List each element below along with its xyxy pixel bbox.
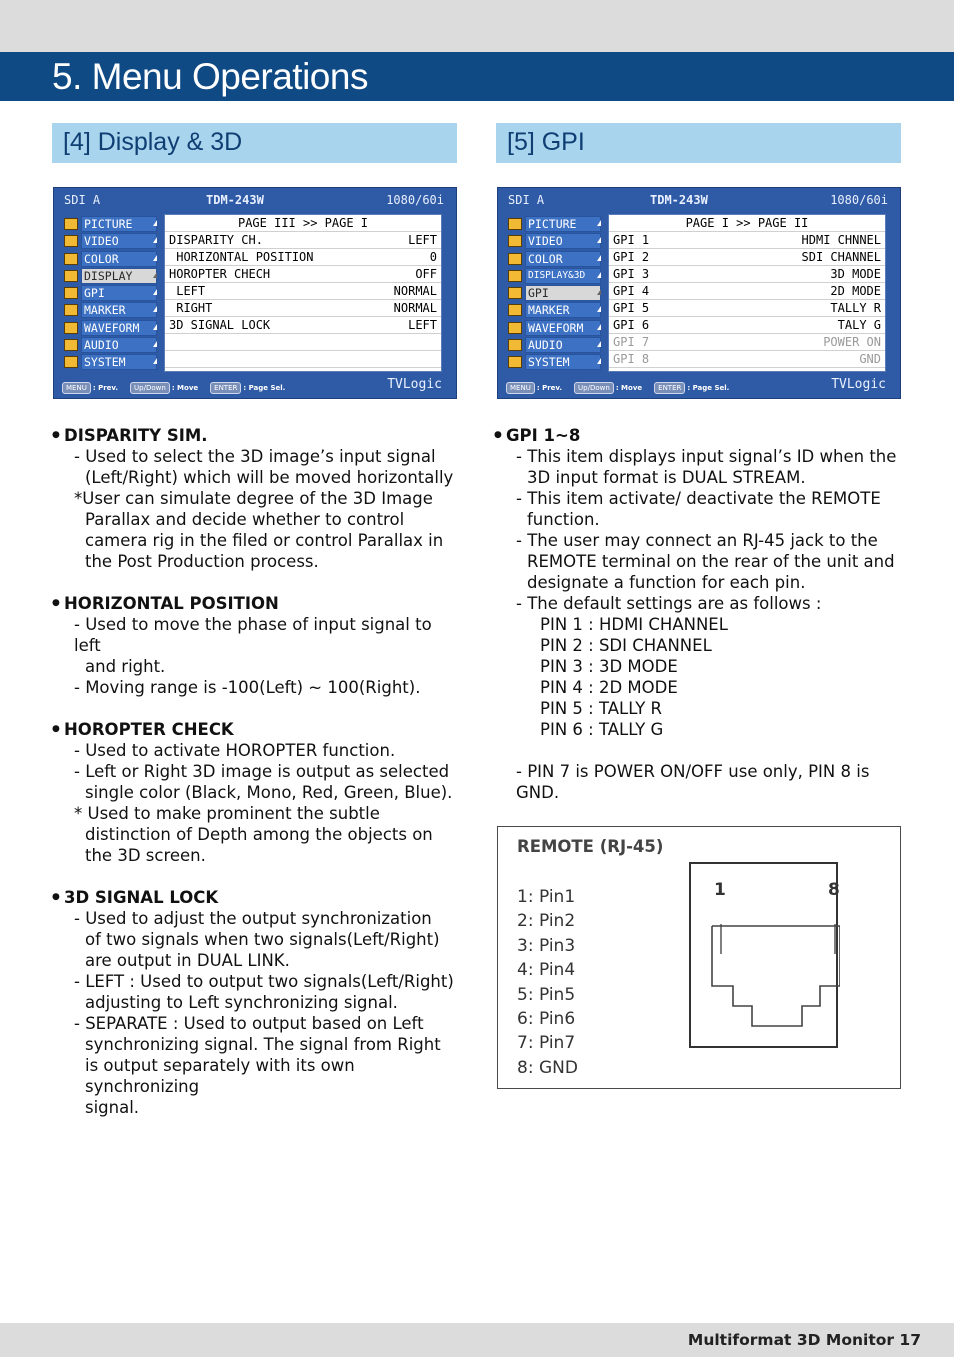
menu-item-arrow-icon	[597, 306, 601, 312]
menu-item-label: MARKER	[81, 302, 157, 318]
osd-key-guide	[506, 382, 729, 394]
menu-item-label: COLOR	[81, 251, 157, 267]
menu-item-arrow-icon	[597, 289, 601, 295]
pin-entry: 6: Pin6	[517, 1009, 576, 1030]
osd-menu-item	[506, 268, 604, 285]
updown-key: Up/Down	[574, 382, 614, 394]
menu-item-arrow-icon	[153, 324, 157, 330]
menu-item-icon	[508, 339, 522, 351]
osd-menu-item	[62, 251, 160, 268]
status-model: TDM-243W	[206, 193, 264, 207]
setting-value: LEFT	[408, 233, 437, 247]
enter-key-text: : Page Sel.	[687, 384, 730, 392]
item-line	[494, 740, 904, 761]
menu-item-icon	[508, 304, 522, 316]
menu-item-arrow-icon	[597, 255, 601, 261]
menu-item-icon	[64, 287, 78, 299]
menu-key: MENU	[506, 382, 535, 394]
footer-bar	[0, 1323, 954, 1357]
menu-item-icon	[64, 253, 78, 265]
menu-item-icon	[508, 218, 522, 230]
menu-item-label: PICTURE	[525, 216, 601, 232]
settings-row	[609, 249, 885, 266]
spacer	[52, 866, 457, 887]
settings-row	[165, 232, 441, 249]
setting-name: GPI 2	[613, 250, 650, 264]
osd-menu-item	[62, 337, 160, 354]
footer-text: Multiformat 3D Monitor 17	[687, 1331, 921, 1349]
menu-item-label: GPI	[525, 285, 601, 301]
menu-key: MENU	[62, 382, 91, 394]
osd-menu-item	[506, 251, 604, 268]
menu-item-label: DISPLAY	[81, 268, 157, 284]
menu-item-icon	[64, 339, 78, 351]
item-line: (Left/Right) which will be moved horizontally	[85, 468, 454, 487]
menu-item-icon	[508, 253, 522, 265]
setting-value: 2D MODE	[830, 284, 881, 298]
settings-row	[165, 249, 441, 266]
item-line: REMOTE terminal on the rear of the unit and	[527, 552, 895, 571]
setting-name: GPI 1	[613, 233, 650, 247]
osd-menu-item	[62, 233, 160, 250]
settings-row	[165, 266, 441, 283]
item-line: the Post Production process.	[85, 552, 319, 571]
setting-value: LEFT	[408, 318, 437, 332]
setting-value: SDI CHANNEL	[801, 250, 881, 264]
remote-title: REMOTE (RJ-45)	[517, 837, 664, 856]
rj45-jack-diagram	[689, 862, 838, 1048]
setting-value: TALY G	[837, 318, 881, 332]
settings-row	[165, 334, 441, 351]
osd-screenshot-gpi	[497, 187, 901, 399]
pin-entry: 2: Pin2	[517, 911, 576, 932]
pin-list	[517, 885, 578, 1080]
setting-name: GPI 3	[613, 267, 650, 281]
menu-item-label: AUDIO	[525, 337, 601, 353]
enter-key: ENTER	[654, 382, 685, 394]
menu-item-label: PICTURE	[81, 216, 157, 232]
menu-item-arrow-icon	[597, 324, 601, 330]
pin-entry: 1: Pin1	[517, 887, 576, 907]
item-line: single color (Black, Mono, Red, Green, Blue).	[85, 783, 453, 802]
settings-row	[609, 317, 885, 334]
menu-item-icon	[64, 235, 78, 247]
osd-menu	[62, 216, 160, 372]
item-heading: ● 3D SIGNAL LOCK	[52, 887, 457, 908]
spacer	[52, 698, 457, 719]
pin-label-first: 1	[714, 880, 726, 900]
settings-row	[609, 232, 885, 249]
settings-row	[609, 283, 885, 300]
setting-name: LEFT	[169, 284, 206, 298]
page-title: 5. Menu Operations	[52, 56, 368, 97]
spacer	[52, 572, 457, 593]
osd-menu-item	[506, 337, 604, 354]
item-line: PIN 2 : SDI CHANNEL	[540, 636, 712, 655]
menu-item-icon	[508, 322, 522, 334]
item-line: * Used to make prominent the subtle	[74, 804, 380, 823]
enter-key: ENTER	[210, 382, 241, 394]
top-band	[0, 0, 954, 52]
item-line: - This item activate/ deactivate the REMOTE	[516, 489, 881, 508]
osd-screenshot-display	[53, 187, 457, 399]
brand-logo: TVLogic	[387, 377, 442, 392]
settings-row	[609, 266, 885, 283]
section-title: [5] GPI	[507, 128, 585, 156]
setting-value: POWER ON	[823, 335, 881, 349]
status-model: TDM-243W	[650, 193, 708, 207]
osd-menu-item	[506, 320, 604, 337]
status-input: SDI A	[64, 193, 101, 207]
menu-item-icon	[508, 356, 522, 368]
osd-menu-item	[506, 233, 604, 250]
item-line: adjusting to Left synchronizing signal.	[85, 993, 398, 1012]
setting-value: HDMI CHNNEL	[801, 233, 881, 247]
pin-entry: 4: Pin4	[517, 960, 576, 981]
setting-name: GPI 4	[613, 284, 650, 298]
menu-item-arrow-icon	[153, 272, 157, 278]
setting-name: HOROPTER CHECH	[169, 267, 271, 281]
menu-item-arrow-icon	[153, 306, 157, 312]
updown-key-text: : Move	[615, 384, 643, 392]
menu-item-arrow-icon	[597, 341, 601, 347]
brand-logo: TVLogic	[831, 377, 886, 392]
item-line: function.	[527, 510, 600, 529]
menu-item-label: MARKER	[525, 302, 601, 318]
menu-item-arrow-icon	[597, 358, 601, 364]
item-line: - Used to move the phase of input signal to left	[74, 615, 432, 655]
item-line: - Used to select the 3D image’s input signal	[74, 447, 436, 466]
menu-key-text: : Prev.	[536, 384, 563, 392]
osd-settings-panel	[164, 214, 442, 372]
item-line: are output in DUAL LINK.	[85, 951, 290, 970]
item-line: and right.	[85, 657, 166, 676]
item-line: *User can simulate degree of the 3D Image	[74, 489, 433, 508]
item-line: - This item displays input signal’s ID when the	[516, 447, 897, 466]
settings-row	[609, 300, 885, 317]
item-line: - PIN 7 is POWER ON/OFF use only, PIN 8 is GND.	[516, 762, 870, 802]
setting-name: GPI 8	[613, 352, 650, 366]
item-line: signal.	[85, 1098, 140, 1117]
item-line: - The user may connect an RJ-45 jack to the	[516, 531, 878, 550]
menu-item-arrow-icon	[153, 237, 157, 243]
menu-item-arrow-icon	[597, 237, 601, 243]
osd-settings-panel	[608, 214, 886, 372]
osd-menu-item	[62, 320, 160, 337]
setting-name: GPI 6	[613, 318, 650, 332]
osd-menu-item	[62, 268, 160, 285]
pin-entry: 7: Pin7	[517, 1033, 576, 1054]
item-line: PIN 4 : 2D MODE	[540, 678, 678, 697]
menu-item-label: VIDEO	[81, 233, 157, 249]
item-line: is output separately with its own synchronizing	[85, 1056, 355, 1096]
setting-value: 3D MODE	[830, 267, 881, 281]
osd-key-guide	[62, 382, 285, 394]
menu-item-label: COLOR	[525, 251, 601, 267]
menu-item-icon	[64, 356, 78, 368]
setting-value: OFF	[415, 267, 437, 281]
settings-row	[165, 283, 441, 300]
item-line: synchronizing signal. The signal from Right	[85, 1035, 441, 1054]
setting-value: 0	[429, 250, 437, 264]
item-line: distinction of Depth among the objects on	[85, 825, 433, 844]
item-line: - Moving range is -100(Left) ~ 100(Right).	[74, 678, 421, 697]
page-header: PAGE III >> PAGE I	[165, 215, 441, 232]
item-line: - SEPARATE : Used to output based on Left	[74, 1014, 424, 1033]
status-format: 1080/60i	[830, 193, 888, 207]
enter-key-text: : Page Sel.	[243, 384, 286, 392]
remote-rj45-box	[497, 826, 901, 1089]
menu-item-label: VIDEO	[525, 233, 601, 249]
page-header: PAGE I >> PAGE II	[609, 215, 885, 232]
item-line: of two signals when two signals(Left/Right)	[85, 930, 440, 949]
item-line: PIN 5 : TALLY R	[540, 699, 663, 718]
setting-name: HORIZONTAL POSITION	[169, 250, 314, 264]
status-input: SDI A	[508, 193, 545, 207]
menu-item-label: SYSTEM	[525, 354, 601, 370]
setting-value: GND	[859, 352, 881, 366]
menu-item-label: SYSTEM	[81, 354, 157, 370]
osd-menu-item	[62, 354, 160, 371]
menu-item-arrow-icon	[597, 272, 601, 278]
menu-item-icon	[64, 218, 78, 230]
osd-menu-item	[506, 354, 604, 371]
menu-item-label: DISPLAY&3D	[525, 268, 601, 284]
setting-name: GPI 5	[613, 301, 650, 315]
item-line: 3D input format is DUAL STREAM.	[527, 468, 806, 487]
settings-row	[165, 300, 441, 317]
menu-item-arrow-icon	[153, 358, 157, 364]
setting-name: DISPARITY CH.	[169, 233, 263, 247]
setting-name: GPI 7	[613, 335, 650, 349]
pin-label-last: 8	[828, 880, 840, 900]
section-header-gpi	[496, 123, 901, 163]
menu-item-arrow-icon	[153, 255, 157, 261]
gpi-descriptions	[494, 425, 904, 803]
pin-entry: 5: Pin5	[517, 984, 576, 1005]
item-line: the 3D screen.	[85, 846, 206, 865]
menu-item-icon	[64, 270, 78, 282]
menu-item-label: WAVEFORM	[81, 320, 157, 336]
setting-value: TALLY R	[830, 301, 881, 315]
menu-item-icon	[64, 322, 78, 334]
item-line: - Used to adjust the output synchronization	[74, 909, 432, 928]
menu-item-arrow-icon	[153, 289, 157, 295]
item-heading: ● GPI 1~8	[494, 425, 904, 446]
item-line: PIN 3 : 3D MODE	[540, 657, 678, 676]
menu-item-icon	[508, 287, 522, 299]
menu-item-icon	[508, 235, 522, 247]
setting-value: NORMAL	[393, 284, 437, 298]
title-bar	[0, 52, 954, 101]
menu-item-arrow-icon	[153, 220, 157, 226]
item-line: - Used to activate HOROPTER function.	[74, 741, 396, 760]
menu-item-icon	[508, 270, 522, 282]
menu-item-icon	[64, 304, 78, 316]
item-line: Parallax and decide whether to control	[85, 510, 405, 529]
settings-row	[165, 351, 441, 368]
item-heading: ● HORIZONTAL POSITION	[52, 593, 457, 614]
setting-value: NORMAL	[393, 301, 437, 315]
setting-name: RIGHT	[169, 301, 213, 315]
osd-menu-item	[506, 302, 604, 319]
item-line: - Left or Right 3D image is output as selected	[74, 762, 450, 781]
osd-menu-item	[62, 285, 160, 302]
item-line: camera rig in the filed or control Parallax in	[85, 531, 444, 550]
updown-key-text: : Move	[171, 384, 199, 392]
osd-menu	[506, 216, 604, 372]
item-line: PIN 6 : TALLY G	[540, 720, 664, 739]
pin-entry: 3: Pin3	[517, 935, 576, 956]
settings-row	[609, 334, 885, 351]
updown-key: Up/Down	[130, 382, 170, 394]
osd-menu-item	[506, 285, 604, 302]
item-line: - The default settings are as follows :	[516, 594, 822, 613]
osd-menu-item	[62, 216, 160, 233]
section-title: [4] Display & 3D	[63, 128, 243, 156]
menu-item-label: AUDIO	[81, 337, 157, 353]
setting-name: 3D SIGNAL LOCK	[169, 318, 271, 332]
settings-row	[609, 351, 885, 368]
item-line: PIN 1 : HDMI CHANNEL	[540, 615, 728, 634]
menu-item-arrow-icon	[153, 341, 157, 347]
menu-item-arrow-icon	[597, 220, 601, 226]
menu-key-text: : Prev.	[92, 384, 119, 392]
settings-row	[165, 317, 441, 334]
menu-item-label: GPI	[81, 285, 157, 301]
rj45-outline-icon	[691, 864, 840, 1050]
item-line: designate a function for each pin.	[527, 573, 806, 592]
menu-item-label: WAVEFORM	[525, 320, 601, 336]
osd-menu-item	[62, 302, 160, 319]
pin-entry: 8: GND	[517, 1057, 578, 1078]
item-line: - LEFT : Used to output two signals(Left/Right)	[74, 972, 454, 991]
item-heading: ● HOROPTER CHECK	[52, 719, 457, 740]
status-format: 1080/60i	[386, 193, 444, 207]
section-header-display-3d	[52, 123, 457, 163]
osd-menu-item	[506, 216, 604, 233]
display-3d-descriptions	[52, 425, 457, 1118]
item-heading: ● DISPARITY SIM.	[52, 425, 457, 446]
